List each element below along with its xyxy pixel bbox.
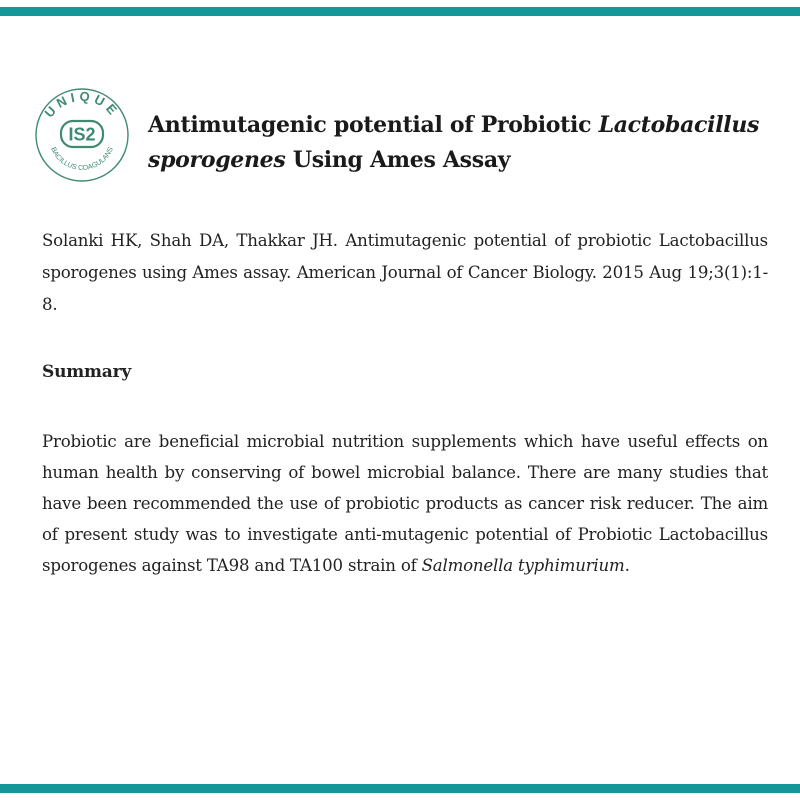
logo-bottom-text: BACILLUS COAGULANS bbox=[49, 146, 115, 173]
summary-end: . bbox=[624, 556, 630, 575]
title-part2: Using Ames Assay bbox=[285, 147, 511, 173]
bottom-accent-bar bbox=[0, 784, 800, 793]
logo-top-text: UNIQUE bbox=[41, 88, 123, 121]
svg-text:UNIQUE bbox=[41, 89, 122, 121]
svg-text:BACILLUS COAGULANS bbox=[49, 146, 115, 172]
summary-paragraph bbox=[42, 426, 768, 581]
title-italic: Lactobacillus sporogenes bbox=[148, 112, 760, 173]
top-accent-bar bbox=[0, 7, 800, 16]
title-part1: Antimutagenic potential of Probiotic bbox=[148, 112, 599, 138]
summary-text: Probiotic are beneficial microbial nutrition supplements which have useful effects on human health by conserving of bowel microbial balance. There are many studies that have been recommended the use of probiotic products as cancer risk reducer. The aim of present study was to investigate anti-mutagenic potential of Probiotic Lactobacillus sporogenes against TA98 and TA100 strain of bbox=[42, 432, 768, 575]
unique-is2-logo bbox=[34, 87, 130, 183]
citation-text: Solanki HK, Shah DA, Thakkar JH. Antimutagenic potential of probiotic Lactobacillus sporogenes using Ames assay. American Journal of Cancer Biology. 2015 Aug 19;3(1):1-8. bbox=[42, 231, 768, 314]
summary-heading: Summary bbox=[42, 362, 132, 382]
logo-center-text: IS2 bbox=[68, 124, 96, 145]
page-title bbox=[148, 108, 788, 178]
summary-italic: Salmonella typhimurium bbox=[421, 556, 625, 575]
